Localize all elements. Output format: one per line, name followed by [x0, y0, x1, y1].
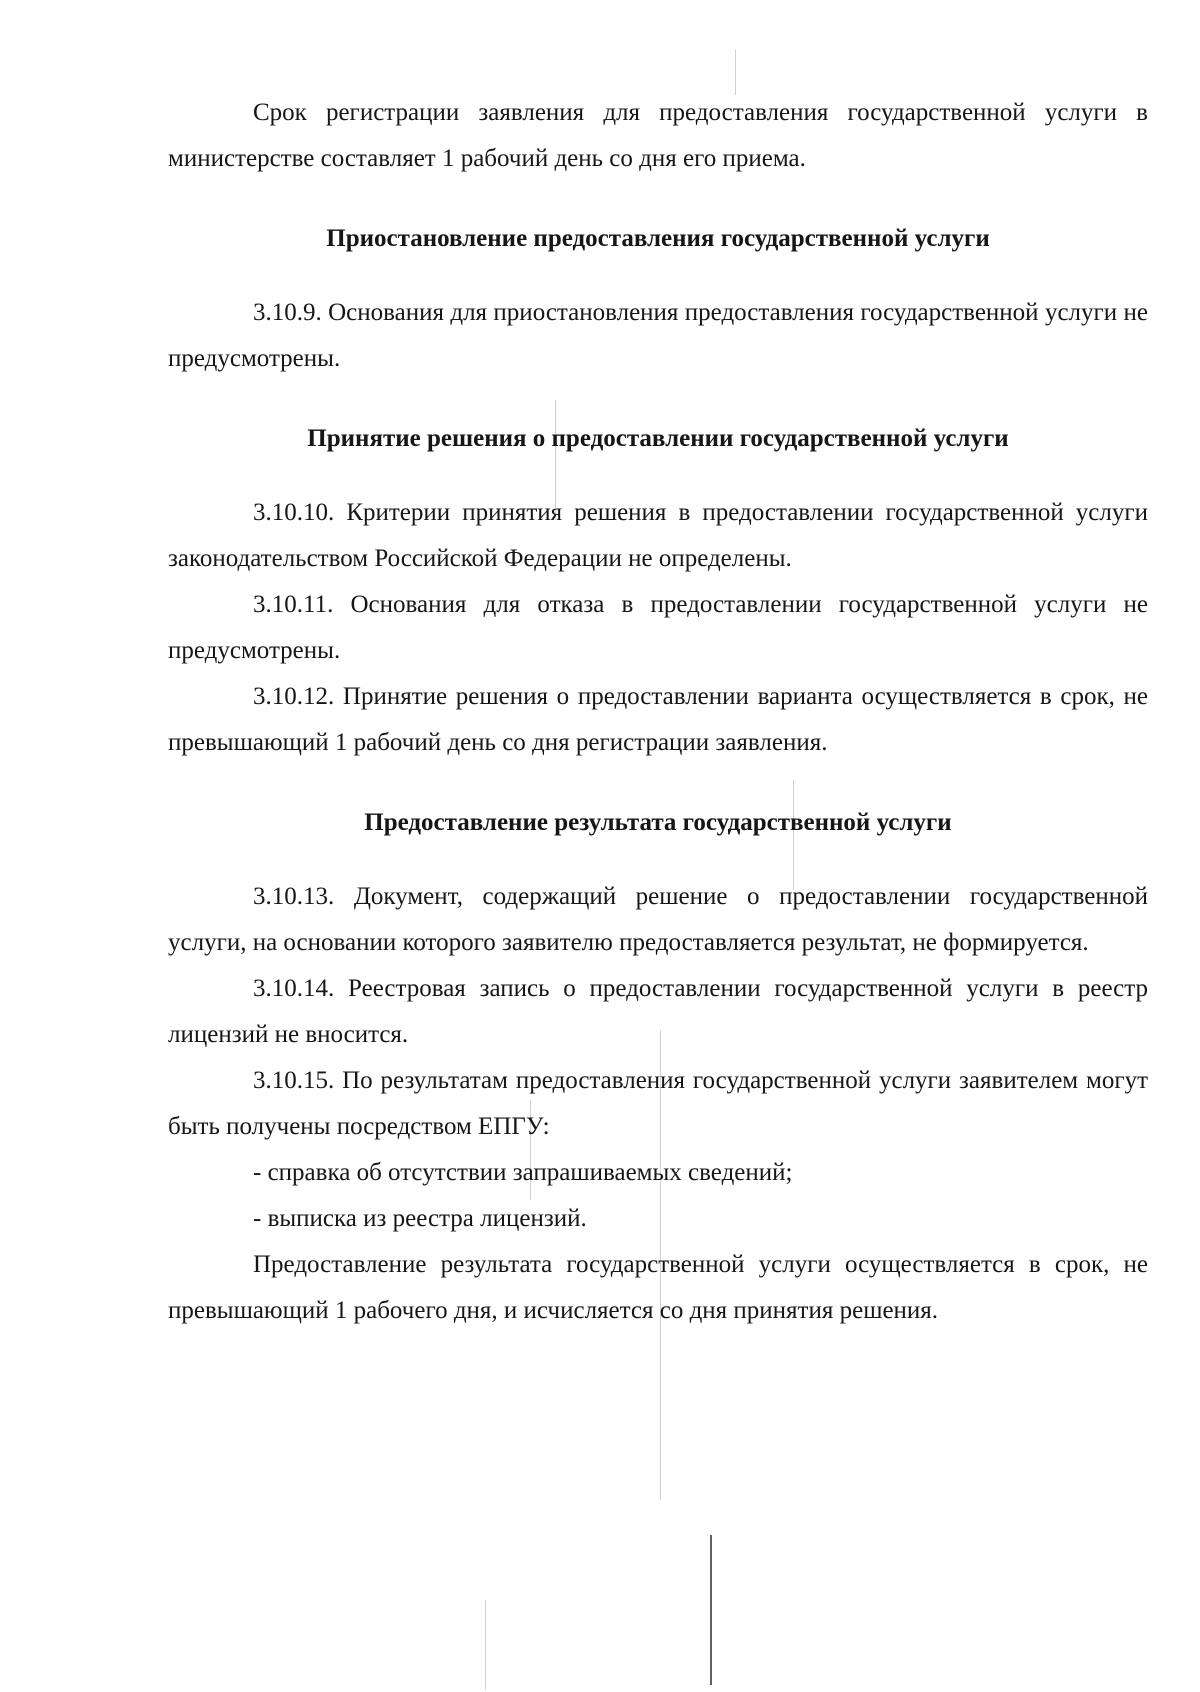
heading-suspension: Приостановление предоставления государственной услуги	[326, 225, 990, 252]
paragraph-3-10-10: 3.10.10. Критерии принятия решения в предоставлении государственной услуги законодательством Российской Федерации не определены.	[168, 499, 1148, 572]
paragraph-3-10-12: 3.10.12. Принятие решения о предоставлении варианта осуществляется в срок, не превышающий 1 рабочий день со дня регистрации заявления.	[168, 683, 1148, 756]
paragraph-3-10-14: 3.10.14. Реестровая запись о предоставлении государственной услуги в реестр лицензий не вносится.	[168, 975, 1148, 1048]
list-item-certificate: - справка об отсутствии запрашиваемых сведений;	[253, 1159, 793, 1186]
paragraph-3-10-13: 3.10.13. Документ, содержащий решение о предоставлении государственной услуги, на основании которого заявителю предоставляется результат, не формируется.	[168, 883, 1148, 956]
scan-artifact-line	[485, 1600, 486, 1690]
paragraph-3-10-9: 3.10.9. Основания для приостановления предоставления государственной услуги не предусмотрены.	[168, 299, 1148, 372]
heading-result: Предоставление результата государственной услуги	[364, 809, 952, 836]
paragraph-3-10-11: 3.10.11. Основания для отказа в предоставлении государственной услуги не предусмотрены.	[168, 591, 1148, 664]
paragraph-3-10-15: 3.10.15. По результатам предоставления государственной услуги заявителем могут быть получены посредством ЕПГУ:	[168, 1067, 1148, 1140]
paragraph-registration-term: Срок регистрации заявления для предоставления государственной услуги в министерстве составляет 1 рабочий день со дня его приема.	[168, 99, 1148, 172]
paragraph-result-term: Предоставление результата государственной услуги осуществляется в срок, не превышающий 1 рабочего дня, и исчисляется со дня принятия решения.	[168, 1251, 1148, 1324]
heading-decision: Принятие решения о предоставлении государственной услуги	[307, 425, 1009, 452]
list-item-extract: - выписка из реестра лицензий.	[253, 1205, 587, 1232]
scan-artifact-line	[735, 50, 736, 95]
scan-artifact-line	[710, 1535, 712, 1685]
document-body	[168, 90, 1148, 1334]
